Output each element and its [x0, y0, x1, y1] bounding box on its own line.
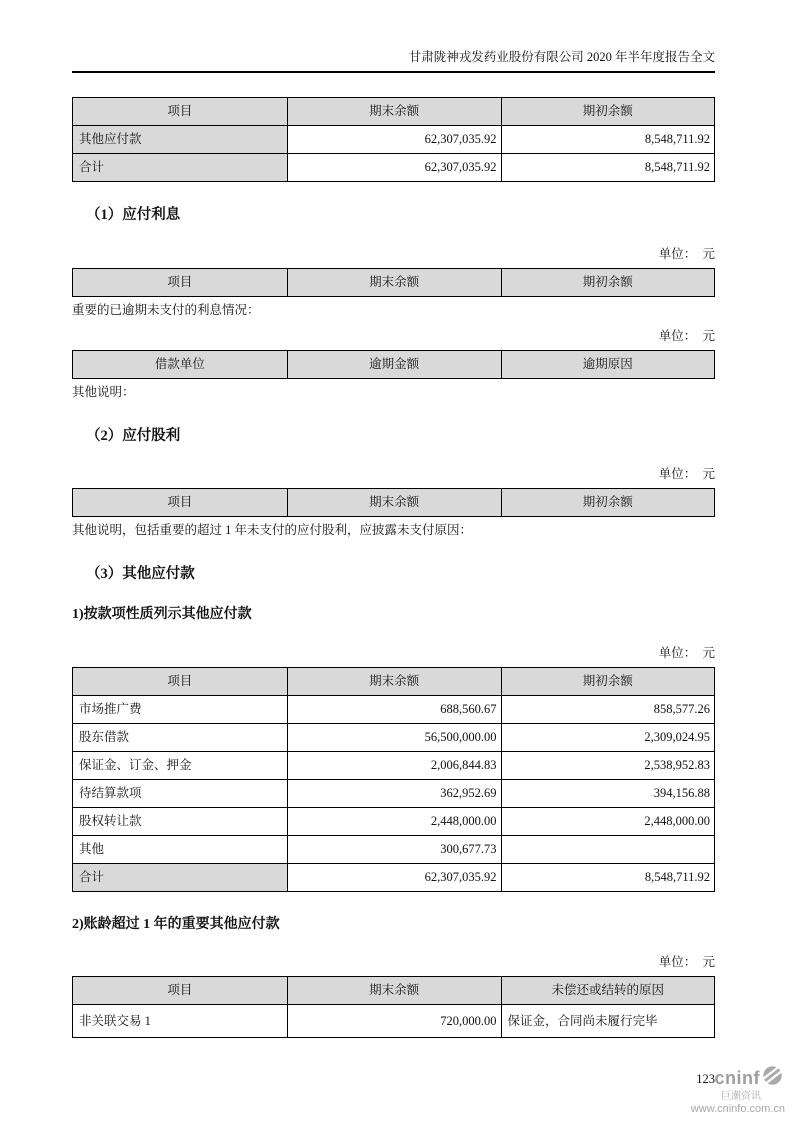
- column-header: 期初余额: [501, 269, 714, 297]
- end-balance-cell: 62,307,035.92: [287, 154, 501, 182]
- table-header-row: [73, 489, 715, 517]
- section-heading-dividends-payable: （2）应付股利: [86, 428, 181, 444]
- end-balance-cell: 720,000.00: [287, 1005, 501, 1038]
- end-balance-cell: 62,307,035.92: [287, 864, 501, 892]
- table-row: [73, 126, 715, 154]
- table-header-row: [73, 269, 715, 297]
- dividends-payable-table: [72, 488, 715, 517]
- table-header-row: [73, 351, 715, 379]
- column-header: 期末余额: [287, 668, 501, 696]
- table-row: [73, 752, 715, 780]
- unit-note: 单位： 元: [658, 646, 715, 660]
- column-header: 期末余额: [287, 489, 501, 517]
- item-cell: 待结算款项: [73, 780, 288, 808]
- cninfo-logo-url: www.cninfo.com.cn: [690, 1103, 785, 1115]
- unit-note: 单位： 元: [658, 329, 715, 343]
- column-header: 逾期原因: [501, 351, 714, 379]
- unit-note: 单位： 元: [658, 955, 715, 969]
- table-header-row: [73, 977, 715, 1005]
- dividends-disclosure-note: 其他说明，包括重要的超过 1 年未支付的应付股利，应披露未支付原因：: [72, 523, 473, 537]
- item-cell: 保证金、订金、押金: [73, 752, 288, 780]
- item-cell: 股东借款: [73, 724, 288, 752]
- begin-balance-cell: 2,538,952.83: [501, 752, 714, 780]
- column-header: 项目: [73, 489, 288, 517]
- begin-balance-cell: 2,448,000.00: [501, 808, 714, 836]
- column-header: 项目: [73, 98, 288, 126]
- other-remarks-note: 其他说明：: [72, 385, 135, 399]
- other-payables-summary-table: [72, 97, 715, 182]
- column-header: 期末余额: [287, 98, 501, 126]
- begin-balance-cell: 8,548,711.92: [501, 864, 714, 892]
- unit-note: 单位： 元: [658, 247, 715, 261]
- table-row: [73, 1005, 715, 1038]
- table-row: [73, 780, 715, 808]
- table-row: [73, 808, 715, 836]
- page-number: 123: [696, 1072, 715, 1086]
- column-header: 项目: [73, 977, 288, 1005]
- column-header: 期初余额: [501, 98, 714, 126]
- overdue-interest-note: 重要的已逾期未支付的利息情况：: [72, 303, 260, 317]
- column-header: 期初余额: [501, 668, 714, 696]
- end-balance-cell: 62,307,035.92: [287, 126, 501, 154]
- unit-note: 单位： 元: [658, 467, 715, 481]
- table-header-row: [73, 668, 715, 696]
- begin-balance-cell: 858,577.26: [501, 696, 714, 724]
- interest-payable-table: [72, 268, 715, 297]
- end-balance-cell: 2,006,844.83: [287, 752, 501, 780]
- column-header: 项目: [73, 269, 288, 297]
- overdue-interest-table: [72, 350, 715, 379]
- begin-balance-cell: [501, 836, 714, 864]
- header-divider: [72, 71, 715, 73]
- item-cell: 其他应付款: [73, 126, 288, 154]
- column-header: 期末余额: [287, 977, 501, 1005]
- item-cell: 合计: [73, 154, 288, 182]
- item-cell: 非关联交易 1: [73, 1005, 288, 1038]
- section-heading-other-payables: （3）其他应付款: [86, 566, 195, 582]
- begin-balance-cell: 2,309,024.95: [501, 724, 714, 752]
- column-header: 项目: [73, 668, 288, 696]
- table-row: [73, 724, 715, 752]
- cninfo-logo-subtext: 巨潮资讯: [721, 1091, 761, 1102]
- begin-balance-cell: 8,548,711.92: [501, 126, 714, 154]
- table-row: [73, 836, 715, 864]
- item-cell: 合计: [73, 864, 288, 892]
- begin-balance-cell: 394,156.88: [501, 780, 714, 808]
- section-heading-interest-payable: （1）应付利息: [86, 207, 181, 223]
- other-payables-by-nature-table: [72, 667, 715, 892]
- item-cell: 股权转让款: [73, 808, 288, 836]
- end-balance-cell: 362,952.69: [287, 780, 501, 808]
- cninfo-logo-text: cninf: [714, 1067, 760, 1088]
- end-balance-cell: 56,500,000.00: [287, 724, 501, 752]
- end-balance-cell: 300,677.73: [287, 836, 501, 864]
- cninfo-logo: [691, 1065, 785, 1116]
- end-balance-cell: 688,560.67: [287, 696, 501, 724]
- column-header: 逾期金额: [287, 351, 501, 379]
- begin-balance-cell: 8,548,711.92: [501, 154, 714, 182]
- table-header-row: [73, 98, 715, 126]
- end-balance-cell: 2,448,000.00: [287, 808, 501, 836]
- important-other-payables-aging-table: [72, 976, 715, 1038]
- reason-cell: 保证金，合同尚未履行完毕: [501, 1005, 714, 1038]
- subheading-aging-over-1-year: 2)账龄超过 1 年的重要其他应付款: [72, 917, 280, 932]
- report-header-title: 甘肃陇神戎发药业股份有限公司 2020 年半年度报告全文: [408, 50, 715, 64]
- column-header: 未偿还或结转的原因: [501, 977, 714, 1005]
- item-cell: 市场推广费: [73, 696, 288, 724]
- table-row: [73, 154, 715, 182]
- column-header: 借款单位: [73, 351, 288, 379]
- subheading-by-nature: 1)按款项性质列示其他应付款: [72, 607, 252, 622]
- cninfo-globe-icon: [762, 1065, 783, 1091]
- column-header: 期初余额: [501, 489, 714, 517]
- column-header: 期末余额: [287, 269, 501, 297]
- item-cell: 其他: [73, 836, 288, 864]
- table-row: [73, 696, 715, 724]
- table-row: [73, 864, 715, 892]
